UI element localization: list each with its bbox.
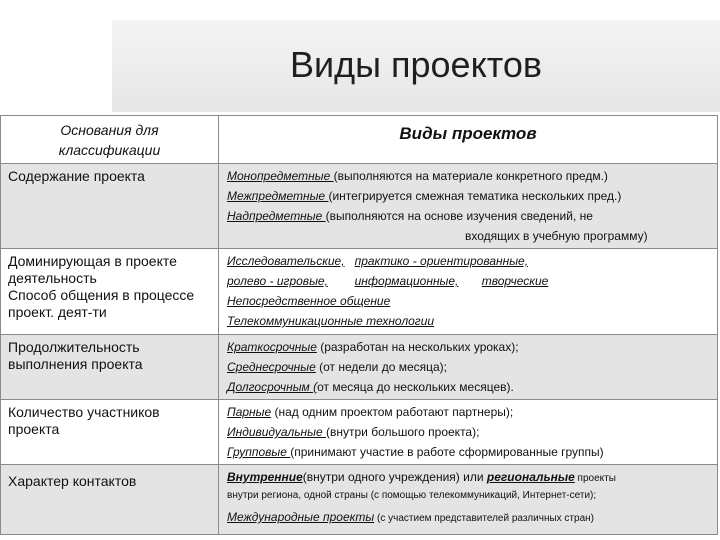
type-term: Телекоммуникационные технологии xyxy=(227,314,435,328)
type-term: ролево - игровые, xyxy=(227,274,328,288)
type-desc: (от недели до месяца); xyxy=(315,360,448,374)
type-term: Надпредметные xyxy=(227,209,326,223)
type-line xyxy=(227,337,713,357)
type-line xyxy=(227,422,713,442)
row-basis: Содержание проекта xyxy=(1,164,219,249)
slide-title: Виды проектов xyxy=(290,44,542,85)
type-line xyxy=(227,271,713,291)
type-line xyxy=(227,186,713,206)
row-types xyxy=(219,249,718,335)
type-term: Краткосрочные xyxy=(227,340,317,354)
type-desc: (внутри одного учреждения) или xyxy=(302,470,487,484)
row-basis: Количество участников проекта xyxy=(1,400,219,465)
table-row xyxy=(1,465,718,535)
type-desc: проекты xyxy=(574,473,616,484)
type-line xyxy=(227,467,713,489)
type-desc: от месяца до нескольких месяцев). xyxy=(317,380,514,394)
type-line xyxy=(227,402,713,422)
type-line xyxy=(227,251,713,271)
table-row xyxy=(1,249,718,335)
type-term: Долгосрочным ( xyxy=(227,380,318,394)
type-line xyxy=(227,206,713,226)
type-desc: (выполняются на основе изучения сведений, не xyxy=(325,209,593,223)
type-term: Парные xyxy=(227,405,272,419)
type-term: Исследовательские, xyxy=(227,254,345,268)
type-line xyxy=(227,291,713,311)
type-desc: (с участием представителей различных стран) xyxy=(374,513,594,524)
projects-table xyxy=(0,115,718,535)
row-basis: Характер контактов xyxy=(1,465,219,535)
type-term: Монопредметные xyxy=(227,169,334,183)
type-desc: (интегрируется смежная тематика нескольких пред.) xyxy=(328,189,622,203)
type-desc: (принимают участие в работе сформированные группы) xyxy=(290,445,604,459)
row-types xyxy=(219,335,718,400)
type-desc: (внутри большого проекта); xyxy=(326,425,480,439)
type-term: Международные проекты xyxy=(227,510,375,524)
type-line: входящих в учебную программу) xyxy=(465,229,648,243)
type-line xyxy=(227,166,713,186)
type-term: Среднесрочные xyxy=(227,360,316,374)
row-basis xyxy=(1,249,219,335)
type-line xyxy=(227,357,713,377)
table-row xyxy=(1,335,718,400)
type-line: внутри региона, одной страны (с помощью телекоммуникаций, Интернет-сети); xyxy=(227,490,597,501)
row-types xyxy=(219,164,718,249)
basis-activity: Доминирующая в проекте деятельность xyxy=(8,253,177,286)
type-desc: (разработан на нескольких уроках); xyxy=(316,340,519,354)
row-types xyxy=(219,400,718,465)
table-row xyxy=(1,400,718,465)
header-basis-line1: Основания для xyxy=(60,122,159,138)
table-row xyxy=(1,164,718,249)
type-desc: (выполняются на материале конкретного предм.) xyxy=(333,169,608,183)
row-types xyxy=(219,465,718,535)
type-term: Групповые xyxy=(227,445,291,459)
type-line xyxy=(227,311,713,331)
type-line xyxy=(227,442,713,462)
header-types-cell: Виды проектов xyxy=(219,116,718,164)
basis-communication: Способ общения в процессе проект. деят-ти xyxy=(8,287,195,320)
type-term: информационные, xyxy=(354,274,459,288)
type-term: региональные xyxy=(486,470,575,484)
type-term: Индивидуальные xyxy=(227,425,326,439)
type-term: практико - ориентированные, xyxy=(354,254,529,268)
type-term: Непосредственное общение xyxy=(227,294,391,308)
type-line xyxy=(227,377,713,397)
type-term: Межпредметные xyxy=(227,189,329,203)
type-term: творческие xyxy=(481,274,549,288)
row-basis: Продолжительность выполнения проекта xyxy=(1,335,219,400)
header-basis-cell xyxy=(1,116,219,164)
type-line xyxy=(227,507,713,529)
table-header-row xyxy=(1,116,718,164)
type-desc: (над одним проектом работают партнеры); xyxy=(271,405,514,419)
header-basis-line2: классификации xyxy=(58,142,161,158)
type-term: Внутренние xyxy=(227,470,303,484)
